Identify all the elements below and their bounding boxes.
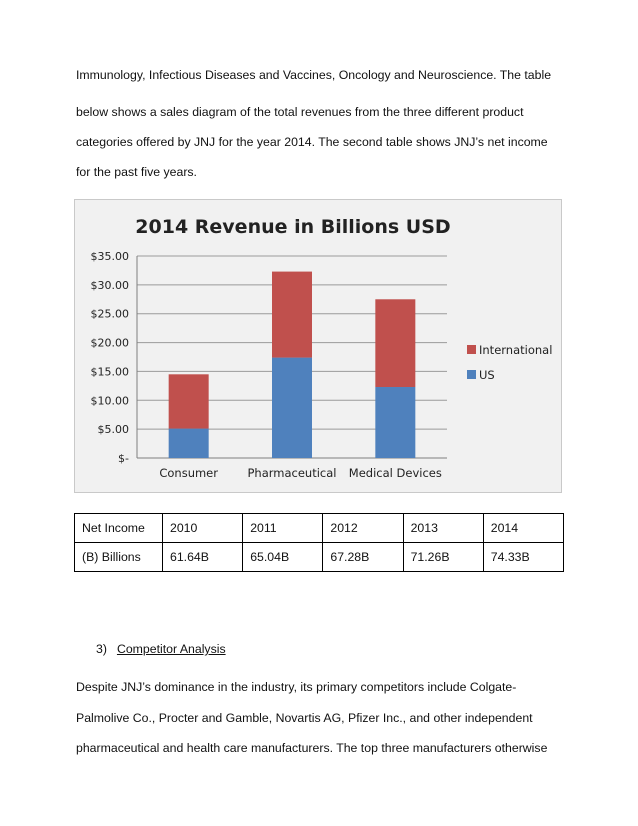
section-heading — [96, 642, 226, 656]
table-cell: Net Income — [75, 514, 163, 543]
bar-us-consumer — [169, 429, 209, 458]
table-cell: 67.28B — [323, 543, 403, 572]
chart-title: 2014 Revenue in Billions USD — [135, 216, 451, 238]
bar-international-consumer — [169, 374, 209, 428]
revenue-chart-svg — [75, 200, 561, 492]
legend-label: US — [479, 368, 495, 382]
y-tick-label: $10.00 — [90, 394, 129, 408]
paragraph-line: for the past five years. — [76, 165, 197, 179]
y-tick-label: $35.00 — [90, 250, 129, 263]
table-cell: 61.64B — [163, 543, 243, 572]
bar-us-medical-devices — [375, 387, 415, 458]
table-cell: 74.33B — [483, 543, 563, 572]
table-cell: 2011 — [243, 514, 323, 543]
table-cell: 2013 — [403, 514, 483, 543]
table-cell: 71.26B — [403, 543, 483, 572]
paragraph-line: categories offered by JNJ for the year 2014. The second table shows JNJ’s net income — [76, 135, 548, 149]
y-tick-label: $20.00 — [90, 336, 129, 350]
table-row — [75, 543, 564, 572]
legend-swatch — [467, 345, 476, 354]
table-cell: 2010 — [163, 514, 243, 543]
table-row — [75, 514, 564, 543]
bar-international-pharmaceutical — [272, 272, 312, 358]
revenue-chart — [74, 199, 562, 493]
x-tick-label: Pharmaceutical — [247, 466, 337, 480]
y-tick-label: $5.00 — [97, 423, 129, 437]
x-tick-label: Consumer — [159, 466, 218, 480]
legend-swatch — [467, 370, 476, 379]
y-tick-label: $30.00 — [90, 278, 129, 292]
paragraph-line: Despite JNJ’s dominance in the industry, its primary competitors include Colgate- — [76, 680, 517, 694]
bar-international-medical-devices — [375, 299, 415, 387]
y-tick-label: $25.00 — [90, 307, 129, 321]
legend-label: International — [479, 343, 553, 357]
table-cell: (B) Billions — [75, 543, 163, 572]
section-number: 3) — [96, 642, 107, 656]
x-tick-label: Medical Devices — [348, 466, 442, 480]
section-title: Competitor Analysis — [116, 642, 226, 656]
table-cell: 2012 — [323, 514, 403, 543]
paragraph-line: Immunology, Infectious Diseases and Vaccines, Oncology and Neuroscience. The table — [76, 68, 552, 82]
paragraph-line: Palmolive Co., Procter and Gamble, Novartis AG, Pfizer Inc., and other independent — [76, 711, 533, 725]
paragraph-line: pharmaceutical and health care manufacturers. The top three manufacturers otherwise — [76, 741, 548, 755]
net-income-table — [74, 513, 564, 572]
y-tick-label: $- — [118, 452, 129, 465]
y-tick-label: $15.00 — [90, 365, 129, 379]
paragraph-line: below shows a sales diagram of the total revenues from the three different product — [76, 105, 524, 119]
table-cell: 2014 — [483, 514, 563, 543]
bar-us-pharmaceutical — [272, 358, 312, 458]
table-cell: 65.04B — [243, 543, 323, 572]
